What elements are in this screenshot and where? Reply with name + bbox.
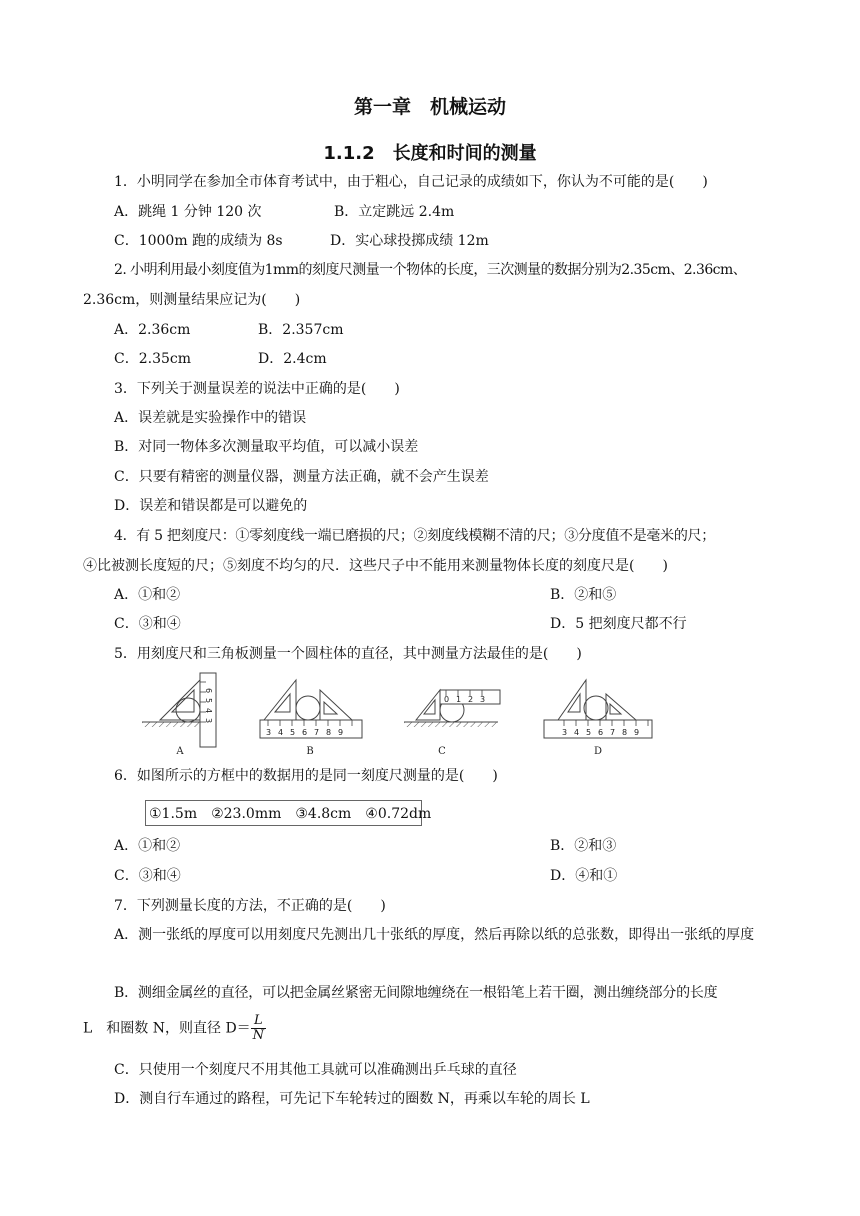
- q4-option-c[interactable]: C．③和④: [114, 616, 181, 632]
- ruler-b-tick: 9: [338, 728, 344, 737]
- ruler-d-tick: 7: [610, 728, 616, 737]
- question-5-stem: 5．用刻度尺和三角板测量一个圆柱体的直径，其中测量方法最佳的是( ): [114, 646, 582, 662]
- q1-option-b[interactable]: B．立定跳远 2.4m: [334, 204, 455, 220]
- ruler-b-tick: 3: [266, 728, 272, 737]
- q2-option-a[interactable]: A．2.36cm: [114, 322, 191, 338]
- chapter-title: 第一章 机械运动: [353, 96, 506, 118]
- question-3-stem: 3．下列关于测量误差的说法中正确的是( ): [114, 381, 400, 397]
- q7-option-b-line2[interactable]: [83, 1014, 266, 1043]
- q3-option-c[interactable]: C．只要有精密的测量仪器，测量方法正确，就不会产生误差: [114, 469, 489, 485]
- figure-label-b: B: [306, 746, 314, 757]
- ruler-c-tick: 2: [468, 695, 474, 704]
- ruler-d-tick: 4: [574, 728, 580, 737]
- q7-option-b-formula-text: L 和圈数 N，则直径 D＝: [83, 1020, 251, 1037]
- q3-option-b[interactable]: B．对同一物体多次测量取平均值，可以减小误差: [114, 439, 419, 455]
- figure-label-d: D: [593, 746, 603, 757]
- question-2-stem-line2: 2.36cm，则测量结果应记为( ): [83, 292, 301, 308]
- q1-option-d[interactable]: D．实心球投掷成绩 12m: [330, 233, 489, 249]
- q2-option-b[interactable]: B．2.357cm: [258, 322, 344, 338]
- q7-option-d[interactable]: D．测自行车通过的路程，可先记下车轮转过的圈数 N，再乘以车轮的周长 L: [114, 1091, 590, 1107]
- question-4-stem-line1: 4．有 5 把刻度尺：①零刻度线一端已磨损的尺；②刻度线模糊不清的尺；③分度值不是毫米的尺；: [114, 528, 715, 544]
- ruler-b-tick: 6: [302, 728, 308, 737]
- q6-option-b[interactable]: B．②和③: [550, 838, 617, 854]
- figure-label-c: C: [438, 746, 446, 757]
- q4-option-d[interactable]: D．5 把刻度尺都不行: [550, 616, 687, 632]
- q7-option-c[interactable]: C．只使用一个刻度尺不用其他工具就可以准确测出乒乓球的直径: [114, 1062, 517, 1078]
- q2-option-c[interactable]: C．2.35cm: [114, 351, 191, 367]
- q6-option-d[interactable]: D．④和①: [550, 868, 618, 884]
- q3-option-a[interactable]: A．误差就是实验操作中的错误: [114, 410, 307, 426]
- ruler-d-tick: 9: [634, 728, 640, 737]
- q1-option-c[interactable]: C．1000m 跑的成绩为 8s: [114, 233, 283, 249]
- q1-option-a[interactable]: A．跳绳 1 分钟 120 次: [114, 204, 262, 220]
- question-6-stem: 6．如图所示的方框中的数据用的是同一刻度尺测量的是( ): [114, 768, 498, 784]
- question-4-stem-line2: ④比被测长度短的尺；⑤刻度不均匀的尺．这些尺子中不能用来测量物体长度的刻度尺是( ): [83, 558, 668, 574]
- ruler-d-tick: 5: [586, 728, 592, 737]
- q4-option-b[interactable]: B．②和⑤: [550, 587, 617, 603]
- ruler-d-tick: 6: [598, 728, 604, 737]
- question-2-stem-line1: 2. 小明利用最小刻度值为1mm的刻度尺测量一个物体的长度，三次测量的数据分别为2.35cm、2.36cm、: [114, 262, 747, 278]
- q7-option-a[interactable]: A．测一张纸的厚度可以用刻度尺先测出几十张纸的厚度，然后再除以纸的总张数，即得出一张纸的厚度: [114, 927, 755, 943]
- q6-data-box: ①1.5m ②23.0mm ③4.8cm ④0.72dm: [145, 800, 422, 826]
- ruler-b-tick: 4: [278, 728, 284, 737]
- figure-label-a: A: [176, 746, 184, 757]
- ruler-c-tick: 3: [480, 695, 486, 704]
- q7-fraction-l-over-n: $\frac{L}{N}$: [252, 1013, 265, 1043]
- ruler-a-tick: 3: [204, 718, 213, 724]
- ruler-c-tick: 0: [444, 695, 450, 704]
- ruler-d-tick: 3: [562, 728, 568, 737]
- figure-b: [260, 680, 362, 738]
- q2-option-d[interactable]: D．2.4cm: [258, 351, 327, 367]
- q5-figure: [140, 668, 660, 760]
- section-title: 1.1.2 长度和时间的测量: [323, 143, 537, 164]
- q6-option-c[interactable]: C．③和④: [114, 868, 181, 884]
- question-7-stem: 7．下列测量长度的方法，不正确的是( ): [114, 898, 386, 914]
- q4-option-a[interactable]: A．①和②: [114, 587, 181, 603]
- ruler-d-tick: 8: [622, 728, 628, 737]
- ruler-b-tick: 5: [290, 728, 296, 737]
- q3-option-d[interactable]: D．误差和错误都是可以避免的: [114, 498, 308, 514]
- ruler-a-tick: 4: [204, 708, 213, 714]
- q7-option-b-line1[interactable]: B．测细金属丝的直径，可以把金属丝紧密无间隙地缠绕在一根铅笔上若干圈，测出缠绕部分的长度: [114, 985, 718, 1001]
- q6-option-a[interactable]: A．①和②: [114, 838, 181, 854]
- question-1-stem: 1．小明同学在参加全市体育考试中，由于粗心，自己记录的成绩如下，你认为不可能的是( ): [114, 174, 708, 190]
- ruler-b-tick: 7: [314, 728, 320, 737]
- ruler-b-tick: 8: [326, 728, 332, 737]
- ruler-a-tick: 5: [204, 698, 213, 704]
- ruler-a-tick: 6: [204, 688, 213, 694]
- figure-c: [404, 690, 500, 727]
- ruler-c-tick: 1: [456, 695, 462, 704]
